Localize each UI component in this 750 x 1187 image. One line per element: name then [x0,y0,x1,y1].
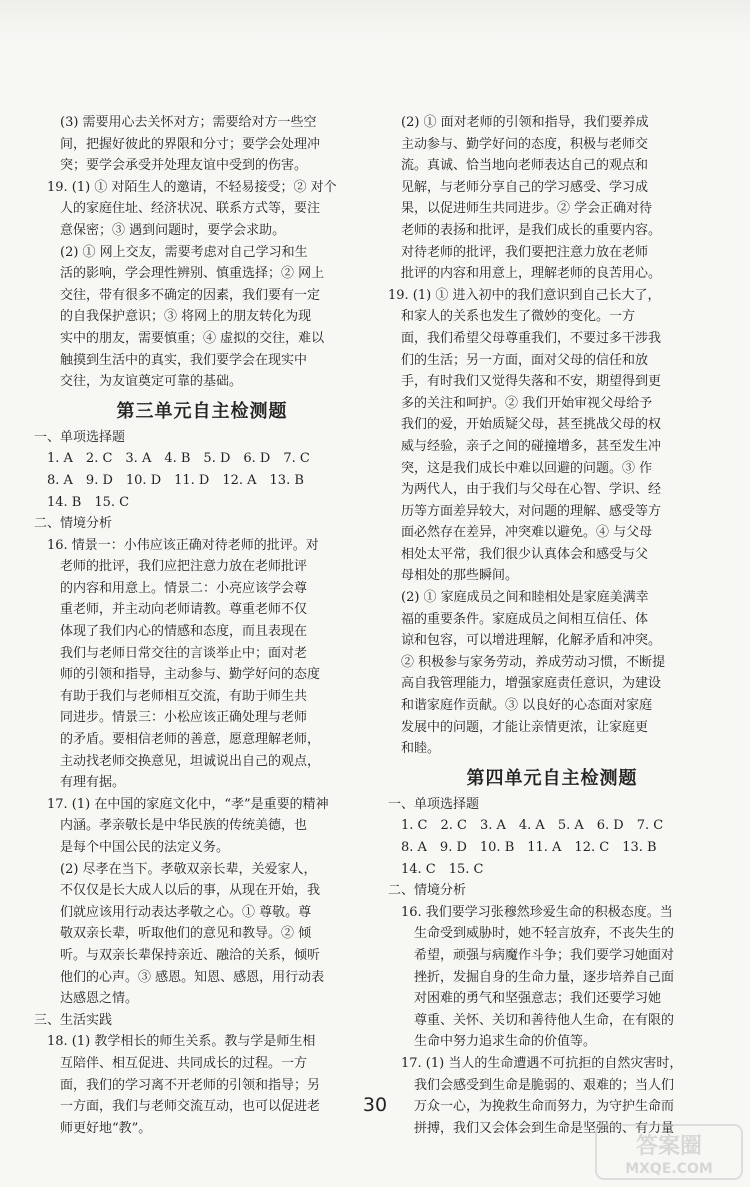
answer-paragraph: 17. (1) 在中国的家庭文化中，“孝”是重要的精神 内涵。孝亲敬长是中华民族的传统美德，也 是每个中国公民的法定义务。 (2) 尽孝在当下。孝敬双亲长辈，关爱家人， 不仅仅是长大成人以后的事，从现在开始，我 们就应该用行动表达孝敬之心。① 尊敬。尊 敬双亲长辈，听取他们的意见和教导。② 倾 听。与双亲长辈保持亲近、融洽的关系，倾听 他们的心声。③ 感恩。知恩、感恩，用行动表 达感恩之情。 [47,796,329,1007]
answer-paragraph: (3) 需要用心去关怀对方；需要给对方一些空 间，把握好彼此的界限和分寸；要学会处理冲 突；要学会承受并处理友谊中受到的伤害。 [60,115,321,174]
answer-paragraph: 19. (1) ① 进入初中的我们意识到自己长大了， 和家人的关系也发生了微妙的变化。一方 面，我们希望父母尊重我们，不要过多干涉我 们的生活；另一方面，面对父母的信任和放 手，有时我们又觉得失落和不安，期望得到更 多的关注和呵护。② 我们开始审视父母给予 我们的爱，开始质疑父母，甚至挑战父母的权 威与经验，亲子之间的碰撞增多，甚至发生冲 突，这是我们成长中难以回避的问题。③ 作 为两代人，由于我们与父母在心智、学识、经 历等方面差异较大，对问题的理解、感受等方 面必然存在差异，冲突难以避免。④ 与父母 相处太平常，我们很少认真体会和感受与父 母相处的那些瞬间。 [388,287,662,584]
answer-paragraph: 一、单项选择题 1. C 2. C 3. A 4. A 5. A 6. D 7. C 8. A 9. D 10. B 11. A 12. C 13. B 14. C 15. C 二、情境分析 [388,796,664,899]
svg-text:MXQE.COM: MXQE.COM [625,1161,713,1177]
answer-paragraph: 16. 情景一：小伟应该正确对待老师的批评。对 老师的批评，我们应把注意力放在老师批评 的内容和用意上。情景二：小亮应该学会尊 重老师，并主动向老师请教。尊重老师不仅 体现了我们内心的情感和态度，而且表现在 我们与老师日常交往的言谈举止中；面对老 师的引领和指导，主动参与、勤学好问的态度 有助于我们与老师相互交流，有助于师生共 同进步。情景三：小松应该正确处理与老师 的矛盾。要相信老师的善意，愿意理解老师， 主动找老师交换意见，坦诚说出自己的观点， 有理有据。 [47,537,321,791]
section-heading: 第三单元自主检测题 [116,400,288,422]
answer-paragraph: 17. (1) 当人的生命遭遇不可抗拒的自然灾害时， 我们会感受到生命是脆弱的、艰难的；当人们 万众一心，为挽救生命而努力，为守护生命而 拼搏，我们又会体会到生命是坚强的、有力量 [401,1055,683,1136]
svg-text:答案圈: 答案圈 [635,1134,703,1159]
scan-edge-shadow [0,0,750,40]
page-number: 30 [362,1094,388,1116]
answer-paragraph: 16. 我们要学习张穆然珍爱生命的积极态度。当 生命受到威胁时，她不轻言放弃，不丧失生的 希望，顽强与病魔作斗争；我们要学习她面对 挫折，发掘自身的生命力量，逐步培养自己面 对困难的勇气和坚强意志；我们还要学习她 尊重、关怀、关切和善待他人生命，在有限的 生命中努力追求生命的价值等。 [401,904,675,1050]
answer-paragraph: (2) ① 网上交友，需要考虑对自己学习和生 活的影响，学会理性辨别、慎重选择；② 网上 交往，带有很多不确定的因素，我们要有一定 的自我保护意识；③ 将网上的朋友转化为现 实中的朋友，需要慎重；④ 虚拟的交往，难以 触摸到生活中的真实，我们要学会在现实中 交往，为友谊奠定可靠的基础。 [60,244,325,390]
section-heading: 第四单元自主检测题 [466,767,638,789]
right-column [388,112,716,1139]
answer-paragraph: 19. (1) ① 对陌生人的邀请，不轻易接受；② 对个 人的家庭住址、经济状况、联系方式等，要注 意保密；③ 遇到问题时，要学会求助。 [47,179,337,238]
answer-paragraph: 三、生活实践 18. (1) 教学相长的师生关系。教与学是师生相 互陪伴、相互促进、共同成长的过程。一方 面，我们的学习离不开老师的引领和指导；另 一方面，我们与老师交流互动，也可以促进老 师更好地“教”。 [34,1012,321,1136]
left-column [34,112,370,1139]
answer-paragraph: (2) ① 家庭成员之间和睦相处是家庭美满幸 福的重要条件。家庭成员之间相互信任、体 谅和包容，可以增进理解，化解矛盾和冲突。 ② 积极参与家务劳动，养成劳动习惯，不断提 高自我管理能力，增强家庭责任意识，为建设 和谐家庭作贡献。③ 以良好的心态面对家庭 发展中的问题，才能让亲情更浓，让家庭更 和睦。 [401,590,666,757]
answer-paragraph: 一、单项选择题 1. A 2. C 3. A 4. B 5. D 6. D 7. C 8. A 9. D 10. D 11. D 12. A 13. B 14. B 15. C 二、情境分析 [34,429,310,532]
answer-paragraph: (2) ① 面对老师的引领和指导，我们要养成 主动参与、勤学好问的态度，积极与老师交 流。真诚、恰当地向老师表达自己的观点和 见解，与老师分享自己的学习感受、学习成 果，以促进师生共同进步。② 学会正确对待 老师的表扬和批评，是我们成长的重要内容。 对待老师的批评，我们要把注意力放在老师 批评的内容和用意上，理解老师的良苦用心。 [401,115,662,282]
watermark-logo [594,1123,744,1181]
